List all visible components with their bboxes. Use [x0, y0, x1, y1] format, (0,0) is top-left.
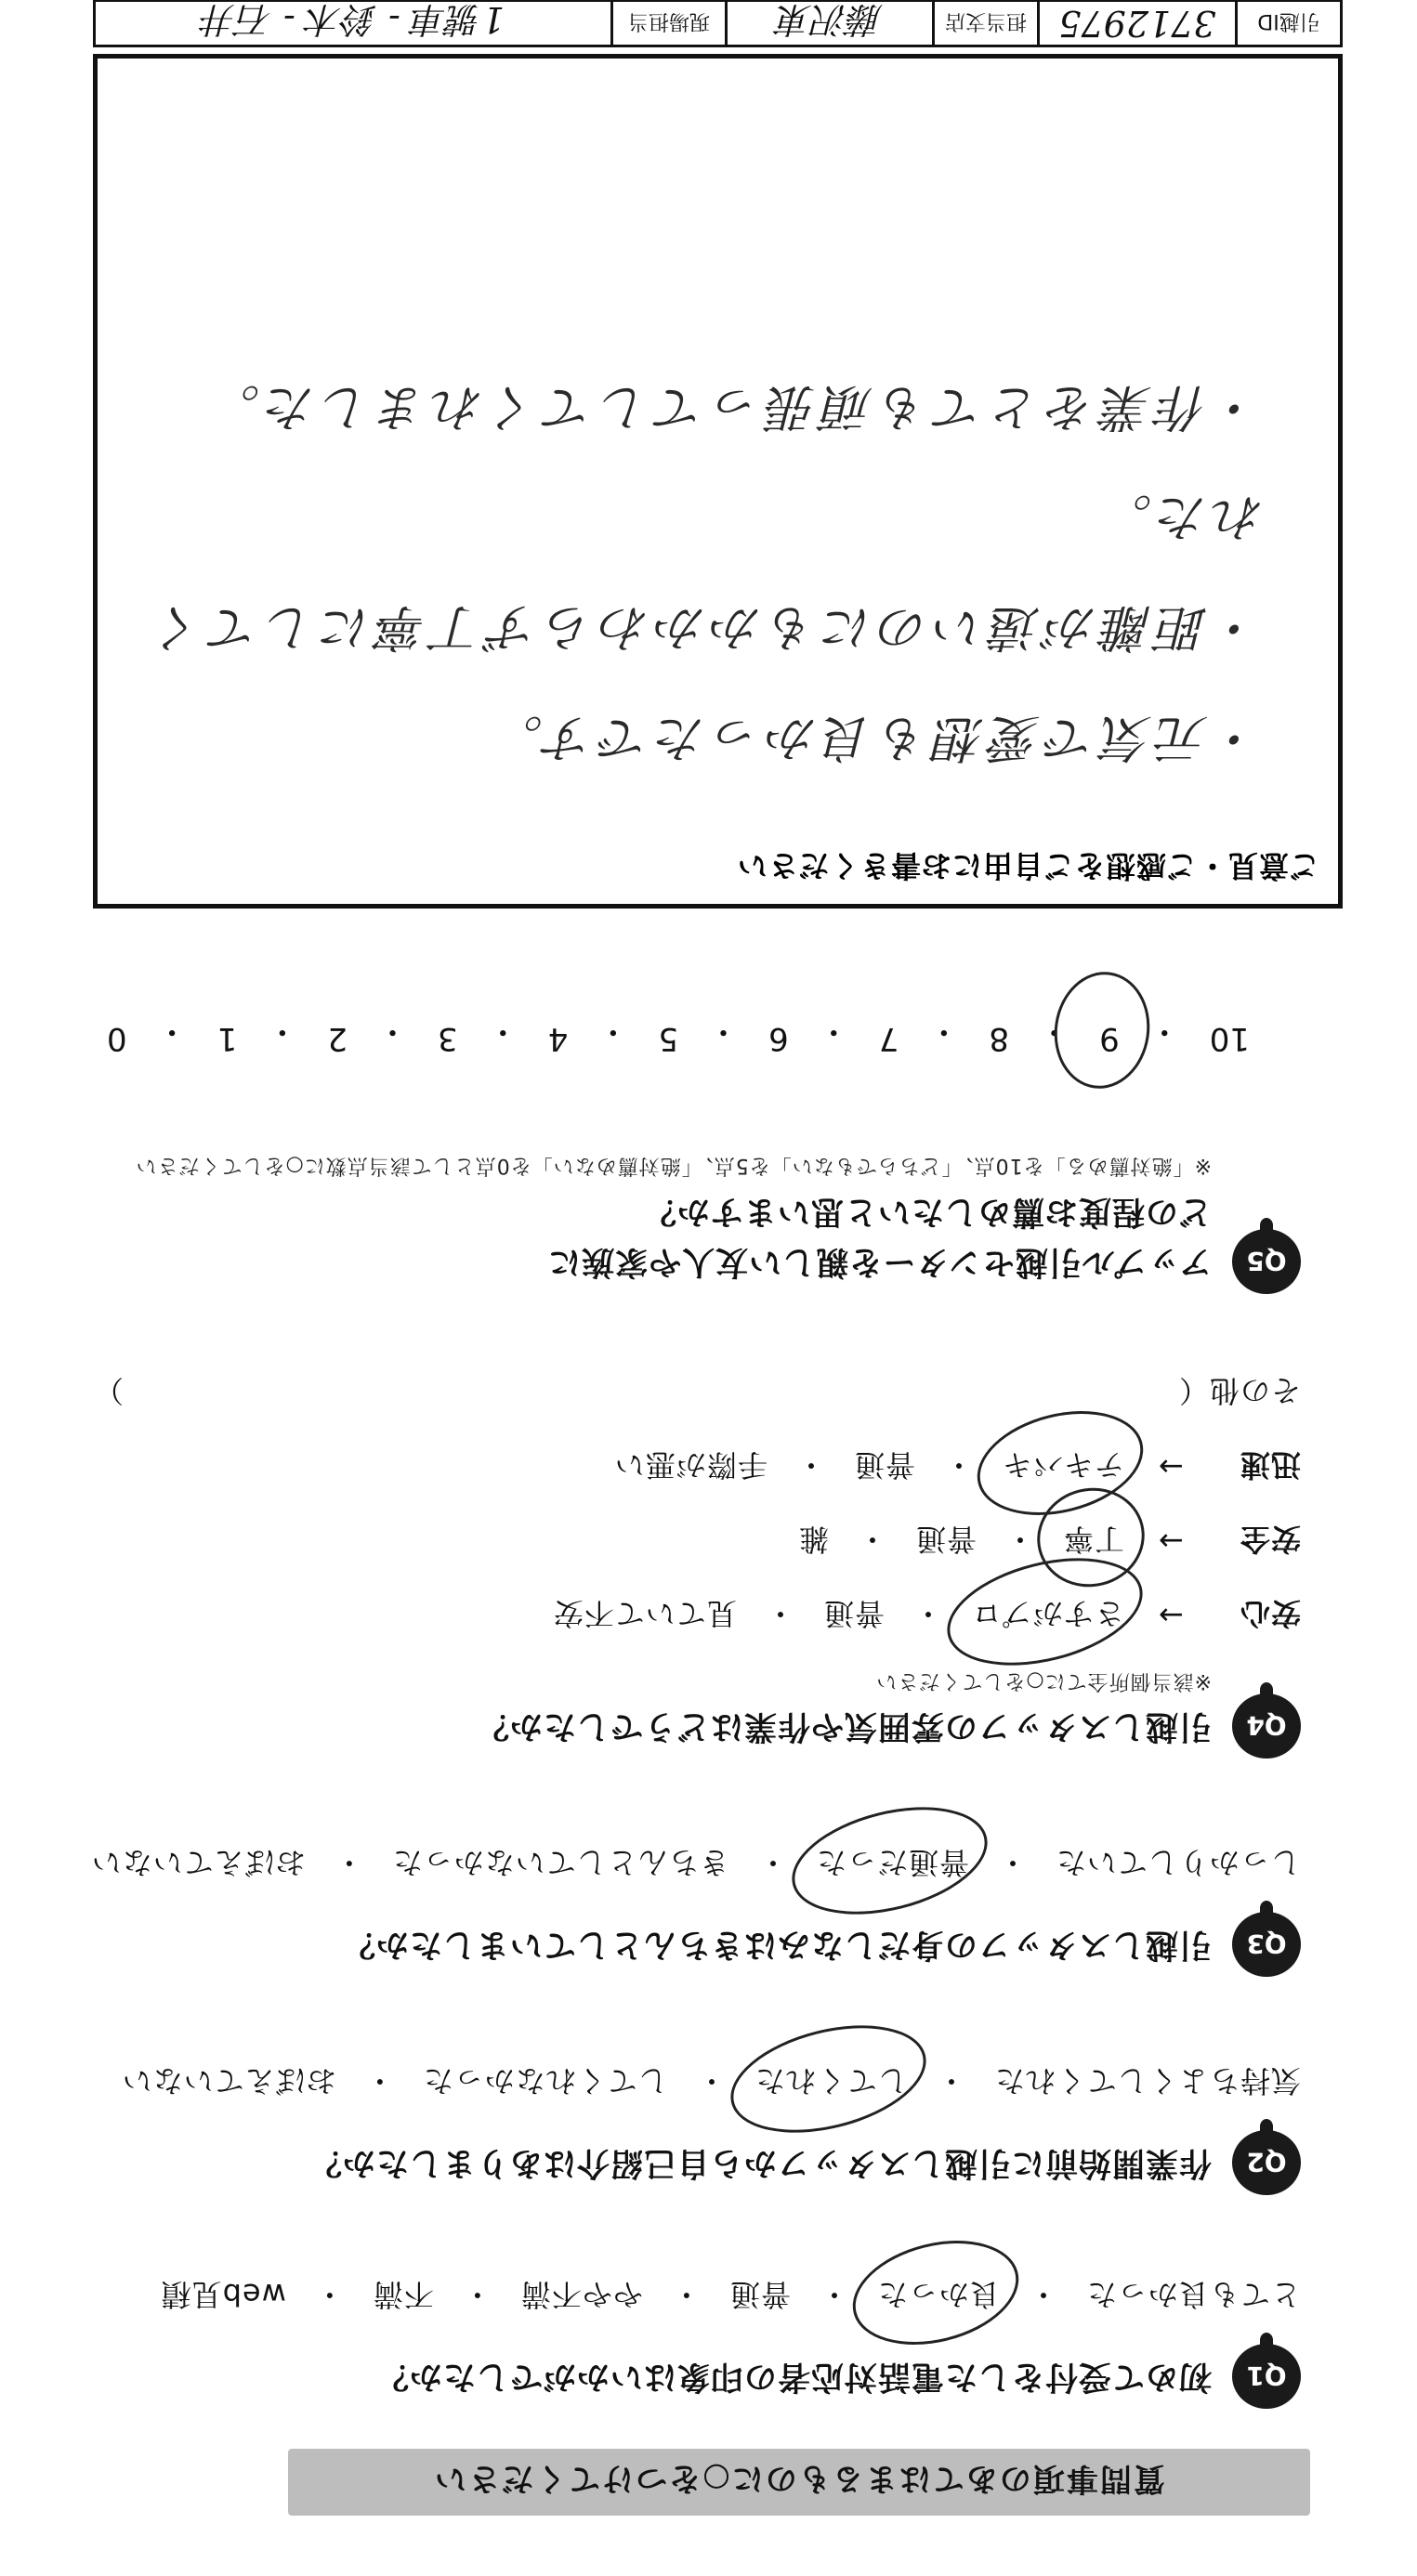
q3-option-selected[interactable]: 普通だった	[816, 1843, 969, 1886]
q4-row-anzen: 安全 → 丁寧 ・ 普通 ・ 雑	[93, 1520, 1301, 1563]
q5-scale: 10 ・ 9 ・ 8 ・ 7 ・ 6 ・ 5 ・ 4 ・ 3 ・ 2 ・ 1 ・ 0	[107, 1013, 1250, 1057]
q4-option[interactable]: 手際が悪い	[613, 1446, 768, 1483]
q4-option[interactable]: 普通	[853, 1446, 915, 1483]
question-4	[93, 1371, 1301, 1759]
arrow-right-icon: →	[1158, 1523, 1184, 1559]
q4-badge-icon: Q4	[1232, 1693, 1301, 1759]
instruction-banner: 質問事項のあてはまるものに○をつけてください	[288, 2449, 1310, 2516]
scale-5[interactable]: 5	[658, 1020, 679, 1057]
footer-value-id: 3712975	[1037, 2, 1235, 45]
q4-row-label: 迅速	[1239, 1446, 1301, 1483]
q5-text-line2: どの程度お薦めしたいと思いますか？	[642, 1192, 1212, 1230]
q4-option[interactable]: 普通	[822, 1595, 885, 1631]
q4-option-selected[interactable]: テキパキ	[1002, 1445, 1124, 1488]
q4-other-label: その他（	[1177, 1372, 1301, 1408]
q1-badge-icon: Q1	[1232, 2344, 1301, 2409]
q2-options: 気持ちよくしてくれた ・ してくれた ・ してくれなかった ・ おぼえていない	[93, 2061, 1301, 2104]
comment-box[interactable]	[93, 54, 1343, 909]
footer-value-branch: 藤沢東	[725, 2, 932, 45]
q1-option[interactable]: 不満	[372, 2277, 434, 2312]
q4-other-row	[93, 1371, 1301, 1414]
comment-line: ・距離が遠いのにもかかわらず丁寧にしてくれた。	[149, 488, 1264, 658]
scale-7[interactable]: 7	[878, 1020, 899, 1057]
footer-value-staff: 1號車 - 鈴木 - 石井	[201, 0, 505, 41]
q4-other-close: ）	[93, 1372, 125, 1408]
q4-option-selected[interactable]: 丁寧	[1063, 1520, 1124, 1563]
footer-label-branch: 担当支店	[932, 2, 1037, 45]
form-paper	[60, 0, 1389, 2567]
q3-option[interactable]: おぼえていない	[90, 1845, 306, 1880]
q4-row-jinsoku: 迅速 → テキパキ ・ 普通 ・ 手際が悪い	[93, 1445, 1301, 1488]
scale-9-selected[interactable]: 9	[1099, 1012, 1120, 1057]
q2-option-selected[interactable]: してくれた	[754, 2061, 908, 2104]
scale-6[interactable]: 6	[768, 1020, 789, 1057]
question-2	[93, 2061, 1301, 2195]
q4-option-selected[interactable]: さすがプロ	[971, 1594, 1124, 1637]
scale-1[interactable]: 1	[216, 1020, 238, 1057]
q3-option[interactable]: きちんとしていなかった	[391, 1845, 729, 1880]
scale-2[interactable]: 2	[327, 1020, 348, 1057]
q4-row-label: 安全	[1239, 1521, 1301, 1557]
question-3	[90, 1843, 1301, 1977]
q2-option[interactable]: おぼえていない	[121, 2063, 336, 2099]
q3-options: しっかりしていた ・ 普通だった ・ きちんとしていなかった ・ おぼえていない	[93, 1843, 1301, 1886]
q5-note: ※「絶対薦める」を10点、「どちらでもない」を5点、「絶対薦めない」を0点として該当点数に○をしてください	[135, 1154, 1212, 1178]
q1-option[interactable]: やや不満	[519, 2277, 643, 2312]
scale-10[interactable]: 10	[1209, 1020, 1250, 1057]
q1-option[interactable]: 普通	[728, 2277, 791, 2312]
q4-option[interactable]: 普通	[914, 1521, 977, 1557]
q3-text: 引越しスタッフの身だしなみはきちんとしていましたか？	[341, 1926, 1212, 1963]
comment-line: ・元気で愛想も良かったです。	[487, 709, 1264, 767]
footer-label-staff: 現場担当	[610, 2, 725, 45]
q4-option[interactable]: 見ていて不安	[552, 1595, 737, 1631]
q3-option[interactable]: しっかりしていた	[1055, 1845, 1301, 1880]
q2-text: 作業開始前に引越しスタッフから自己紹介はありましたか？	[308, 2144, 1212, 2181]
scale-8[interactable]: 8	[989, 1020, 1010, 1057]
q4-note: ※該当個所全てに○をしてください	[875, 1668, 1212, 1693]
q2-option[interactable]: してくれなかった	[422, 2063, 668, 2099]
q5-badge-icon: Q5	[1232, 1229, 1301, 1294]
q2-badge-icon: Q2	[1232, 2130, 1301, 2195]
arrow-right-icon: →	[1158, 1597, 1184, 1633]
q2-option[interactable]: 気持ちよくしてくれた	[993, 2063, 1301, 2099]
arrow-right-icon: →	[1158, 1448, 1184, 1484]
handwritten-comments	[130, 351, 1264, 792]
footer-label-id: 引越ID	[1235, 2, 1340, 45]
q1-option-selected[interactable]: 良かった	[877, 2275, 1000, 2318]
q1-option[interactable]: web見積	[160, 2277, 286, 2312]
q4-text: 引越しスタッフの雰囲気や作業はどうでしたか？	[475, 1707, 1212, 1745]
q5-text-line1: アップル引越センターを親しい友人や家族に	[547, 1243, 1212, 1280]
comment-line: ・作業をとても頑張ってしてくれました。	[204, 377, 1264, 437]
scale-4[interactable]: 4	[547, 1020, 569, 1057]
question-5	[93, 1154, 1301, 1295]
question-1	[93, 2275, 1301, 2409]
q1-option[interactable]: とても良かった	[1085, 2277, 1301, 2312]
q4-row-label: 安心	[1239, 1595, 1301, 1631]
q1-text: 初めて受付をした電話対応者の印象はいかがでしたか？	[374, 2358, 1212, 2395]
comment-title: ご意見・ご感想をご自由にお書きください	[736, 848, 1319, 883]
q4-option[interactable]: 雑	[797, 1521, 829, 1557]
q3-badge-icon: Q3	[1232, 1912, 1301, 1977]
q1-options: とても良かった ・ 良かった ・ 普通 ・ やや不満 ・ 不満 ・ web見積	[93, 2275, 1301, 2318]
scale-0[interactable]: 0	[107, 1020, 127, 1057]
scale-3[interactable]: 3	[438, 1020, 458, 1057]
footer-table	[93, 0, 1343, 47]
q4-row-anshin: 安心 → さすがプロ ・ 普通 ・ 見ていて不安	[93, 1594, 1301, 1637]
